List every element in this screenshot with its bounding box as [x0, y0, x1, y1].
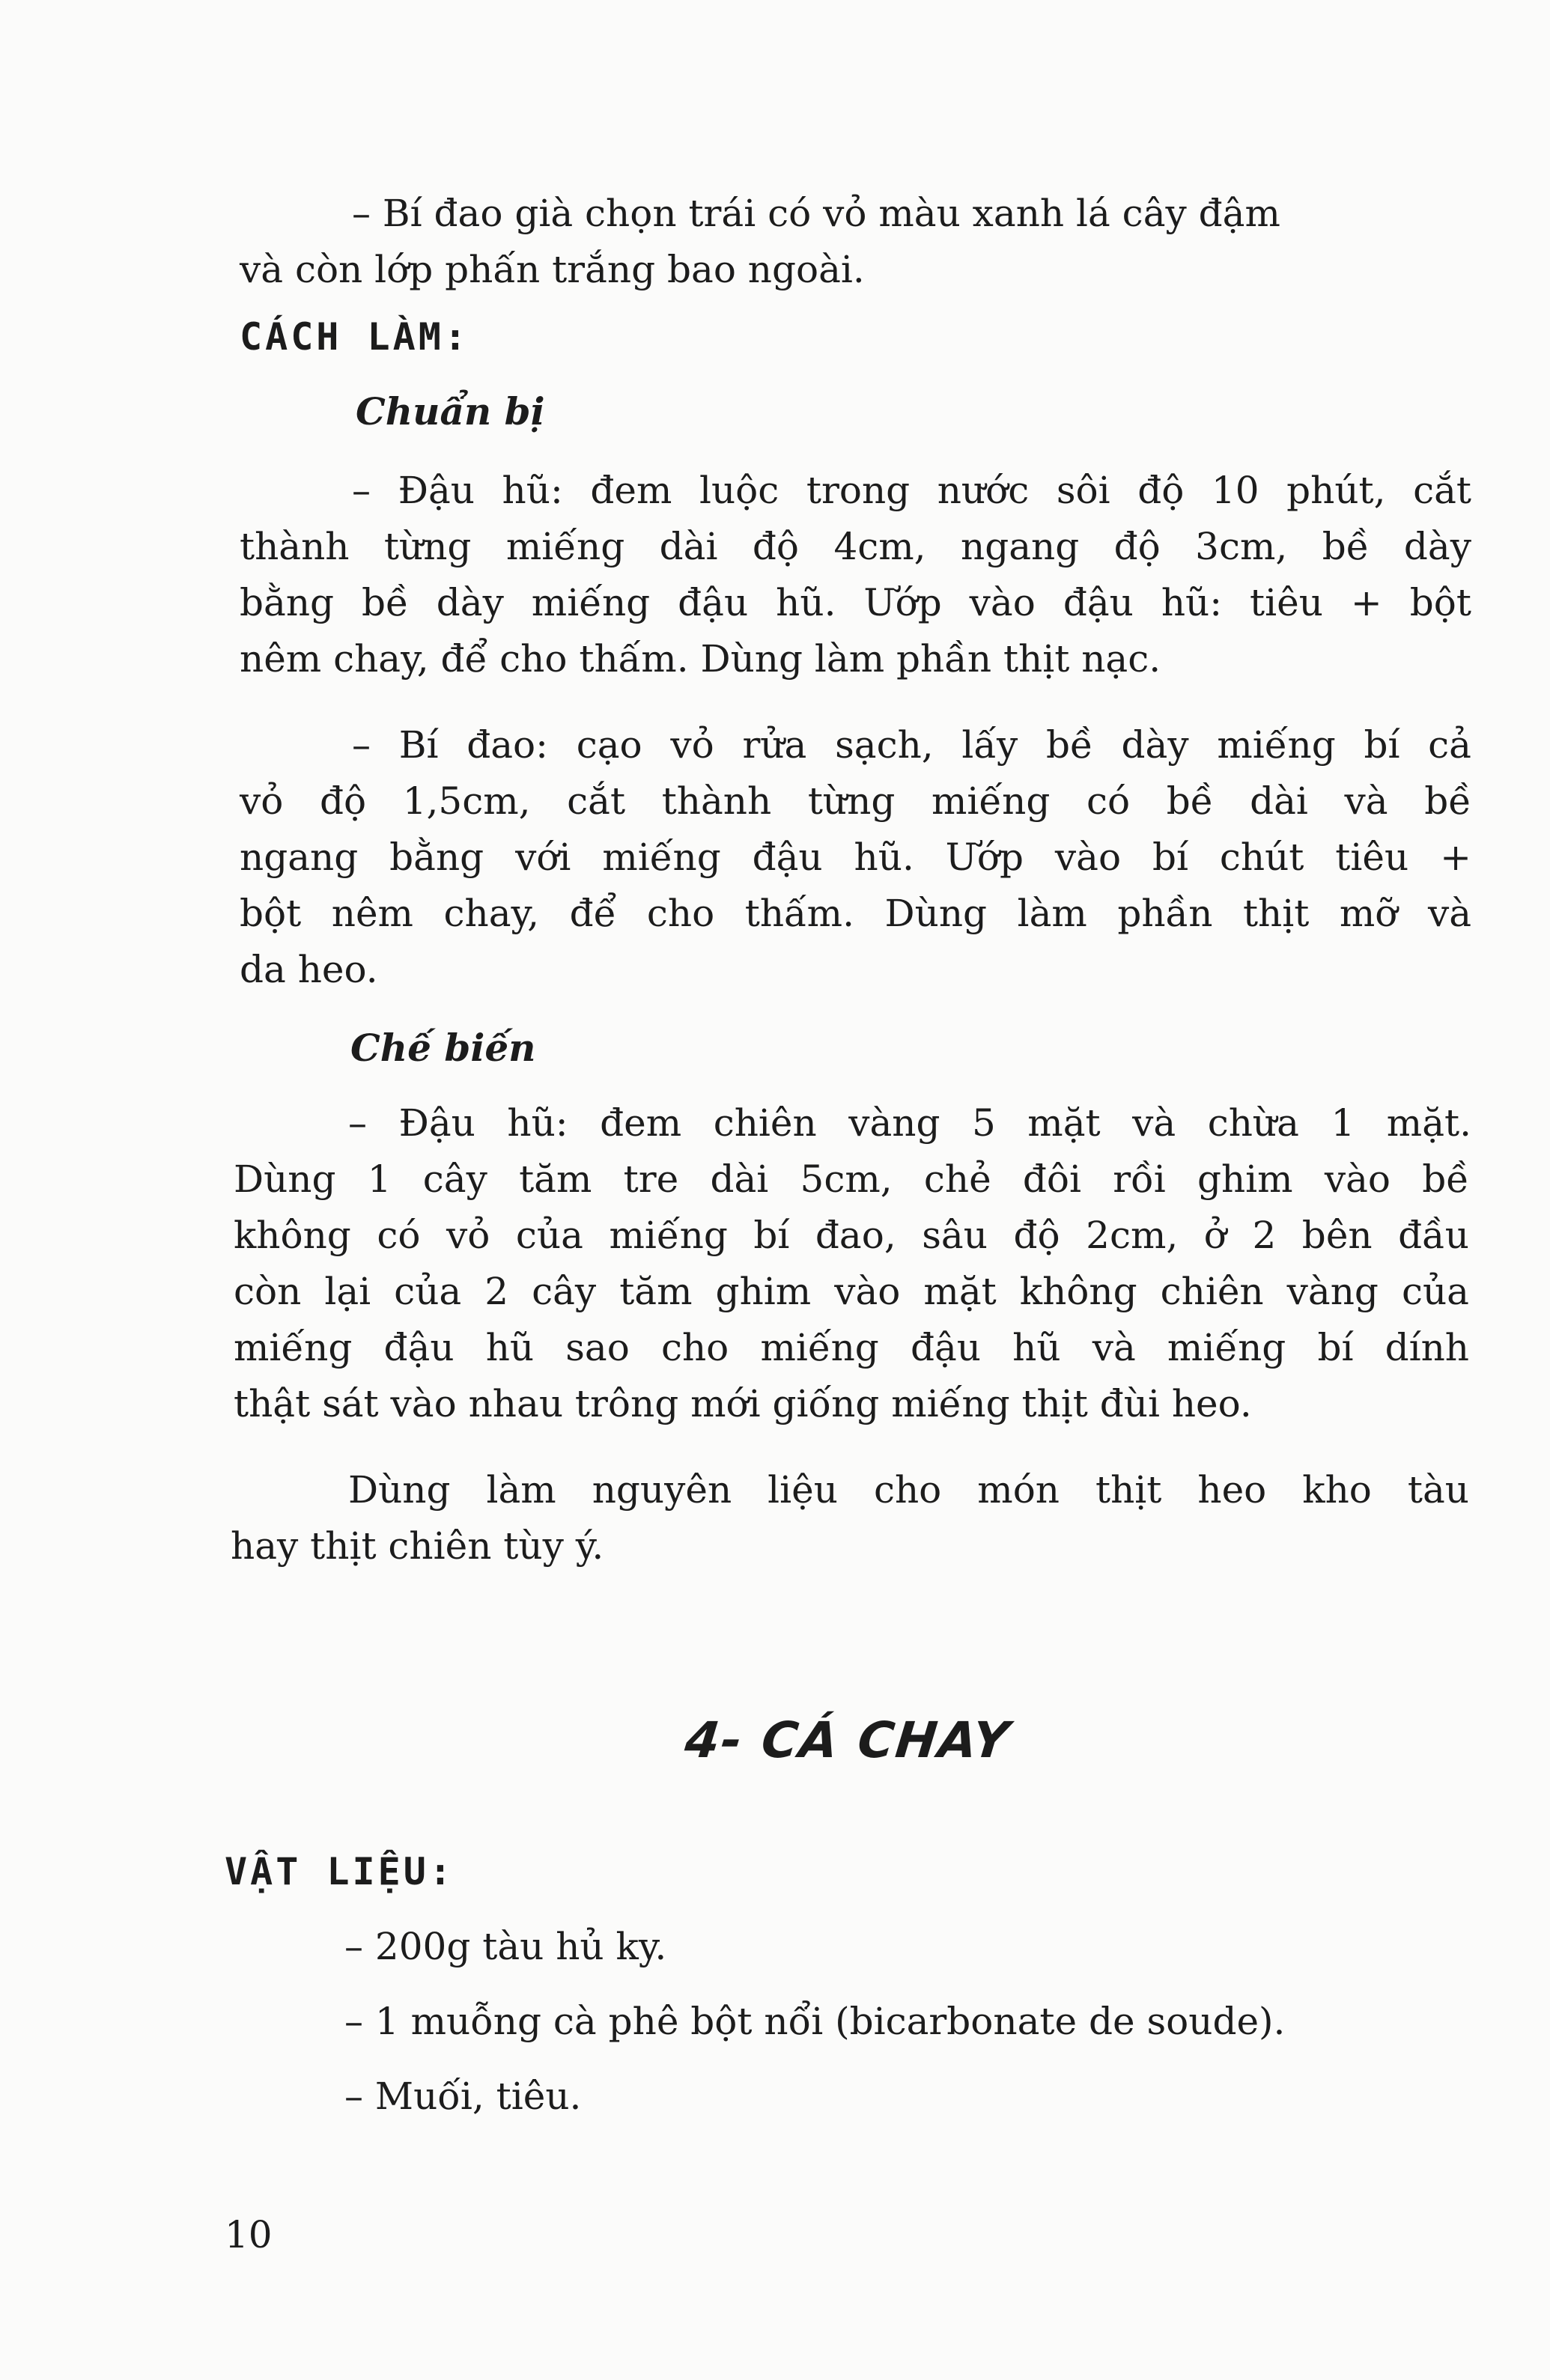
materials-heading: VẬT LIỆU: [225, 1850, 455, 1893]
prep-tofu-line-3: bằng bề dày miếng đậu hũ. Ướp vào đậu hũ: tiêu + bột [240, 581, 1471, 624]
prep-tofu-line-2: thành từng miếng dài độ 4cm, ngang độ 3cm, bề dày [240, 525, 1471, 568]
prep-tofu-line-1: – Đậu hũ: đem luộc trong nước sôi độ 10 phút, cắt [352, 469, 1471, 512]
section-title: 4- CÁ CHAY [682, 1711, 1013, 1769]
usage-line-1: Dùng làm nguyên liệu cho món thịt heo kho tàu [348, 1468, 1469, 1512]
prep-squash-line-4: bột nêm chay, để cho thấm. Dùng làm phần thịt mỡ và [240, 892, 1471, 935]
process-line-2: Dùng 1 cây tăm tre dài 5cm, chẻ đôi rồi ghim vào bề [234, 1157, 1469, 1201]
prep-squash-line-2: vỏ độ 1,5cm, cắt thành từng miếng có bề dài và bề [240, 779, 1471, 823]
usage-line-2: hay thịt chiên tùy ý. [231, 1524, 604, 1568]
process-line-4: còn lại của 2 cây tăm ghim vào mặt không chiên vàng của [234, 1270, 1469, 1313]
page-number: 10 [225, 2213, 273, 2256]
material-item: – 1 muỗng cà phê bột nổi (bicarbonate de soude). [344, 2000, 1286, 2043]
process-line-1: – Đậu hũ: đem chiên vàng 5 mặt và chừa 1 mặt. [348, 1101, 1471, 1145]
prep-squash-line-5: da heo. [240, 948, 378, 991]
method-heading: CÁCH LÀM: [240, 315, 469, 359]
prep-heading: Chuẩn bị [356, 389, 545, 433]
prep-squash-line-1: – Bí đao: cạo vỏ rửa sạch, lấy bề dày miếng bí cả [352, 723, 1471, 767]
process-heading: Chế biến [350, 1026, 536, 1070]
process-line-5: miếng đậu hũ sao cho miếng đậu hũ và miếng bí dính [234, 1326, 1469, 1369]
prep-tofu-line-4: nêm chay, để cho thấm. Dùng làm phần thịt nạc. [240, 637, 1161, 681]
intro-line-2: và còn lớp phấn trắng bao ngoài. [240, 248, 865, 291]
process-line-6: thật sát vào nhau trông mới giống miếng thịt đùi heo. [234, 1382, 1252, 1425]
material-item: – 200g tàu hủ ky. [344, 1925, 667, 1968]
process-line-3: không có vỏ của miếng bí đao, sâu độ 2cm, ở 2 bên đầu [234, 1214, 1469, 1257]
intro-line-1: – Bí đao già chọn trái có vỏ màu xanh lá cây đậm [352, 192, 1280, 235]
prep-squash-line-3: ngang bằng với miếng đậu hũ. Ướp vào bí chút tiêu + [240, 836, 1471, 879]
material-item: – Muối, tiêu. [344, 2075, 582, 2118]
